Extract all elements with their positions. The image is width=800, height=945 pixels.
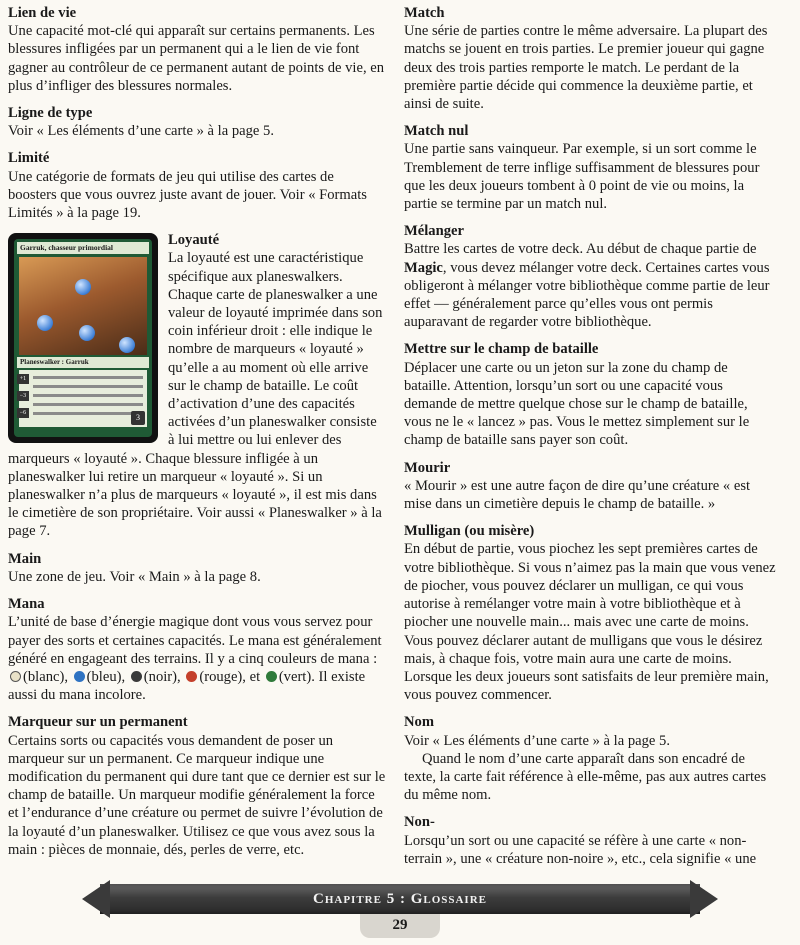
orb-icon (79, 325, 95, 341)
card-type-line: Planeswalker : Garruk (17, 357, 149, 368)
term-definition: En début de partie, vous piochez les sept premières cartes de votre bibliothèque. Si vous n’aimez pas la main que vous venez de piocher, vous pouvez déclarer un mulligan, ce qui vous autorise à remélanger votre main à votre bibliothèque et à piocher une nouvelle main... mais avec une carte de moins. Vous pouvez déclarer autant de mulligans que vous le désirez mais, à chaque fois, votre main aura une carte de moins. Lorsque les deux joueurs sont satisfaits de leur première main, vous pouvez commencer. (404, 541, 776, 704)
entry-mettre (404, 340, 776, 449)
chapter-banner (100, 884, 700, 914)
term-heading: Lien de vie (8, 5, 77, 21)
mana-def-start: L’unité de base d’énergie magique dont vous vous servez pour payer des sorts et certaines capacités. Le mana est généralement généré en engageant des terrains. Il y a cinq couleurs de mana : (8, 614, 382, 667)
mana-black-label: (noir), (143, 668, 181, 685)
loyalty-plus-icon: +1 (17, 374, 29, 384)
loyalty-minus-icon: −6 (17, 408, 29, 418)
term-definition-continued: Quand le nom d’une carte apparaît dans son encadré de texte, la carte fait référence à elle-même, pas aux autres cartes du même nom. (404, 750, 767, 804)
card-frame (14, 239, 152, 437)
entry-mana (8, 595, 386, 704)
mana-white-label: (blanc), (23, 668, 68, 685)
entry-match (404, 4, 776, 113)
mana-et: et (249, 668, 261, 685)
term-definition: Voir « Les éléments d’une carte » à la page 5. (404, 732, 670, 749)
black-mana-icon (131, 671, 142, 682)
card-title: Garruk, chasseur primordial (17, 242, 149, 254)
red-mana-icon (186, 671, 197, 682)
green-mana-icon (266, 671, 277, 682)
term-definition: Voir « Les éléments d’une carte » à la page 5. (8, 123, 274, 140)
orb-icon (37, 315, 53, 331)
term-definition: Lorsqu’un sort ou une capacité se réfère à une carte « non-terrain », une « créature non-noire », etc., cela signifie « une (404, 832, 757, 867)
entry-lien-de-vie (8, 4, 386, 95)
term-definition: Une catégorie de formats de jeu qui utilise des cartes de boosters que vous ouvrez juste avant de jouer. Voir « Formats Limités » à la page 19. (8, 168, 367, 222)
term-heading: Match (404, 5, 445, 21)
entry-match-nul (404, 122, 776, 213)
entry-ligne-de-type (8, 104, 386, 140)
entry-limite (8, 149, 386, 222)
mana-blue-label: (bleu), (86, 668, 126, 685)
entry-nom (404, 713, 776, 804)
term-heading: Nom (404, 714, 434, 731)
left-column (8, 4, 386, 868)
chapter-title: Chapitre 5 : Glossaire (313, 891, 487, 907)
term-definition: Une série de parties contre le même adversaire. La plupart des matchs se jouent en trois parties. Le premier joueur qui gagne deux des trois parties remporte le match. Le perdant de la première partie décide qui commence la deuxième partie, et ainsi de suite. (404, 23, 768, 113)
term-definition: « Mourir » est une autre façon de dire qu’une créature « est mise dans un cimetière depuis le champ de bataille. » (404, 477, 751, 513)
entry-main (8, 550, 386, 586)
card-text-line (33, 394, 143, 397)
entry-melanger (404, 222, 776, 331)
entry-non (404, 813, 776, 868)
term-heading: Mettre sur le champ de bataille (404, 341, 599, 358)
card-text-line (33, 412, 143, 415)
mana-red-label: (rouge), (199, 668, 246, 685)
term-definition: Une capacité mot-clé qui apparaît sur certains permanents. Les blessures infligées par un permanent qui a le lien de vie font gagner au contrôleur de ce permanent autant de points de vie, en plus d’infliger des blessures normales. (8, 23, 385, 94)
term-heading: Ligne de type (8, 105, 93, 122)
card-text-line (33, 376, 143, 379)
term-definition: Certains sorts ou capacités vous demandent de poser un marqueur sur un permanent. Ce marqueur indique une modification du permanent qui dure tant que ce dernier est sur le champ de bataille. Un marqueur modifie généralement la force et l’endurance d’une créature ou permet de suivre l’évolution de la loyauté d’un planeswalker. Utilisez ce que vous avez sous la main : pièces de monnaie, dés, perles de verre, etc. (8, 732, 386, 858)
white-mana-icon (10, 671, 21, 682)
orb-icon (75, 279, 91, 295)
page-number: 29 (360, 914, 440, 938)
term-heading: Marqueur sur un permanent (8, 714, 188, 731)
melanger-def-end: , vous devez mélanger votre deck. Certaines cartes vous obligeront à mélanger votre bibliothèque comme partie de leur effet — généralement parce qu’elles vous ont permis auparavant de regarder votre bibliothèque. (404, 259, 770, 331)
entry-mulligan (404, 522, 776, 704)
right-column (404, 4, 776, 877)
entry-loyaute (8, 231, 386, 540)
term-definition: La loyauté est une caractéristique spécifique aux planeswalkers. Chaque carte de planeswalker a une valeur de loyauté imprimée dans son coin inférieur droit : elle indique le nombre de marqueurs « loyauté » qu’elle a au moment où elle arrive sur le champ de bataille. Le coût d’activation d’une des capacités activées d’un planeswalker consiste à lui mettre ou lui enlever des marqueurs « loyauté ». Chaque blessure infligée à un planeswalker lui retire un marqueur « loyauté ». Si un planeswalker n’a plus de marqueurs « loyauté », il est mis dans le cimetière de son propriétaire. Voir aussi « Planeswalker » à la page 7. (8, 250, 383, 540)
term-heading: Mourir (404, 459, 451, 476)
term-definition (8, 613, 386, 704)
term-definition (404, 240, 776, 331)
entry-mourir (404, 459, 776, 514)
card-text-line (33, 403, 143, 406)
blue-mana-icon (74, 671, 85, 682)
term-definition: Une partie sans vainqueur. Par exemple, si un sort comme le Tremblement de terre inflige suffisamment de blessures pour que les deux joueurs tombent à 0 point de vie ou moins, la partie se termine par un match nul. (404, 141, 760, 213)
term-definition: Déplacer une carte ou un jeton sur la zone du champ de bataille. Attention, lorsqu’un sort ou une capacité vous demande de mettre quelque chose sur le champ de bataille, vous ne le « lancez » pas. Vous le mettez simplement sur le champ de bataille sans payer son coût. (404, 359, 750, 449)
card-art (19, 257, 147, 355)
term-definition: Une zone de jeu. Voir « Main » à la page 8. (8, 568, 261, 585)
loyalty-minus-icon: −3 (17, 391, 29, 401)
term-heading: Main (8, 550, 42, 567)
starting-loyalty-badge: 3 (131, 411, 145, 425)
card-text-line (33, 385, 143, 388)
term-heading: Limité (8, 150, 50, 167)
term-heading: Loyauté (168, 232, 220, 249)
planeswalker-card-image (8, 233, 158, 443)
card-text-box (19, 370, 147, 427)
mana-green-label: (vert). Il existe aussi du mana incolore. (8, 668, 366, 704)
term-heading: Match nul (404, 123, 469, 140)
orb-icon (119, 337, 135, 353)
term-heading: Non- (404, 814, 435, 831)
melanger-def-start: Battre les cartes de votre deck. Au début de chaque partie de (404, 241, 757, 258)
magic-name: Magic (404, 259, 443, 276)
term-heading: Mana (8, 596, 45, 613)
term-heading: Mélanger (404, 223, 464, 240)
term-heading: Mulligan (ou misère) (404, 523, 535, 540)
entry-marqueur (8, 713, 386, 859)
